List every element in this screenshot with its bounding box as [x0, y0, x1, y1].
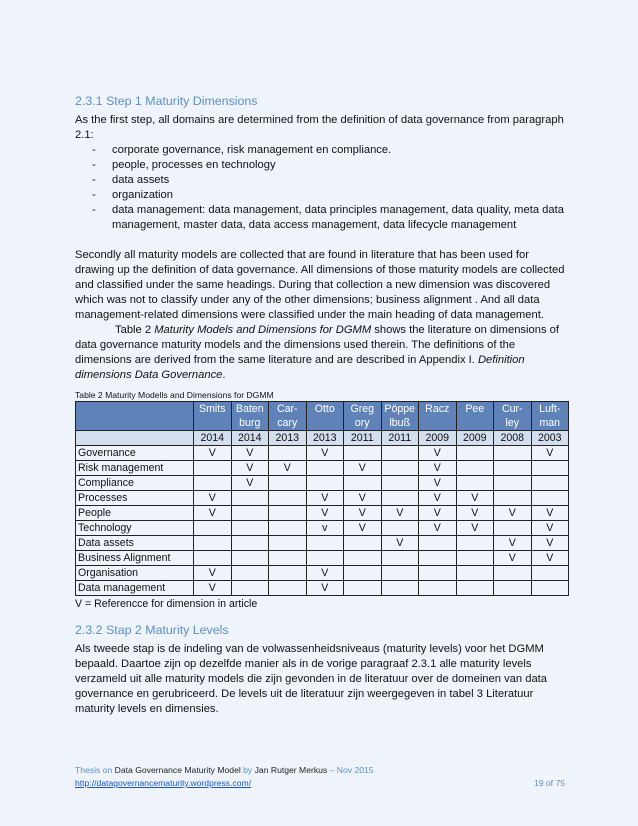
author-header: Pee — [456, 402, 494, 431]
table-cell: V — [306, 581, 344, 596]
table-cell: V — [344, 506, 382, 521]
table-cell — [231, 551, 269, 566]
table-cell: V — [194, 491, 232, 506]
table-cell — [269, 551, 307, 566]
table-cell — [456, 551, 494, 566]
table-cell — [456, 461, 494, 476]
dimensions-table — [75, 401, 569, 596]
row-label: Governance — [76, 446, 194, 461]
table-cell — [456, 446, 494, 461]
author-header: Car- cary — [269, 402, 307, 431]
table-cell — [194, 461, 232, 476]
table-cell: V — [306, 506, 344, 521]
table-cell — [344, 581, 382, 596]
table-cell — [231, 521, 269, 536]
row-label: Processes — [76, 491, 194, 506]
year-cell: 2008 — [494, 431, 532, 446]
year-cell: 2013 — [269, 431, 307, 446]
table-cell — [269, 491, 307, 506]
year-cell: 2009 — [456, 431, 494, 446]
footer-line — [75, 764, 565, 777]
row-label: Organisation — [76, 566, 194, 581]
table-cell — [194, 536, 232, 551]
table-cell: V — [494, 551, 532, 566]
table-cell — [494, 446, 532, 461]
table-cell — [419, 566, 457, 581]
table-cell — [419, 551, 457, 566]
table-cell — [269, 506, 307, 521]
list-item: - people, processes en technology — [75, 158, 565, 173]
header-corner — [76, 402, 194, 431]
table-row — [76, 446, 569, 461]
table-cell — [231, 581, 269, 596]
table-cell — [494, 491, 532, 506]
table-cell: V — [381, 506, 419, 521]
table-cell: V — [531, 506, 569, 521]
table-cell: V — [306, 446, 344, 461]
table-row — [76, 581, 569, 596]
footer-author: Jan Rutger Merkus — [254, 765, 328, 775]
year-corner — [76, 431, 194, 446]
table-cell — [194, 476, 232, 491]
table-cell — [381, 581, 419, 596]
page-number: 19 of 75 — [533, 778, 565, 788]
year-cell: 2013 — [306, 431, 344, 446]
table-cell: V — [419, 506, 457, 521]
footer-link[interactable]: http://datagovernancematurity.wordpress.com/ — [75, 778, 252, 788]
table-cell — [494, 581, 532, 596]
appendix-reference: Definition dimensions Data Governance — [75, 354, 525, 381]
table-cell: V — [419, 521, 457, 536]
table-cell — [494, 461, 532, 476]
table-cell: V — [231, 461, 269, 476]
table-cell: V — [456, 521, 494, 536]
table-cell — [269, 581, 307, 596]
table-cell: V — [194, 566, 232, 581]
section-heading-step1: 2.3.1 Step 1 Maturity Dimensions — [75, 94, 258, 108]
author-header: Smits — [194, 402, 232, 431]
table-cell — [381, 566, 419, 581]
row-label: Compliance — [76, 476, 194, 491]
author-header: Luft- man — [531, 402, 569, 431]
table-cell: v — [306, 521, 344, 536]
domain-list — [75, 143, 565, 233]
row-label: People — [76, 506, 194, 521]
table-cell: V — [231, 476, 269, 491]
table-cell — [269, 446, 307, 461]
table-row — [76, 536, 569, 551]
table-row — [76, 521, 569, 536]
footer-text: by — [240, 765, 255, 775]
author-header: Otto — [306, 402, 344, 431]
row-label: Business Alignment — [76, 551, 194, 566]
table-cell: V — [194, 506, 232, 521]
table-cell — [306, 461, 344, 476]
section-heading-step2: 2.3.2 Stap 2 Maturity Levels — [75, 623, 229, 637]
table-cell: V — [344, 521, 382, 536]
table-cell — [456, 536, 494, 551]
table-cell — [531, 476, 569, 491]
table-cell: V — [419, 476, 457, 491]
table-cell: V — [419, 491, 457, 506]
table-cell — [381, 491, 419, 506]
text-span: shows the literature on dimensions of data governance maturity models and the dimensions used therein. The definitions of the dimensions are derived from the same literature and are described in Appendix I. — [75, 324, 559, 366]
page-content — [75, 93, 565, 717]
list-item: - organization — [75, 188, 565, 203]
list-item: - corporate governance, risk management en compliance. — [75, 143, 565, 158]
table-cell — [231, 566, 269, 581]
page-footer — [75, 764, 565, 790]
author-header-row — [76, 402, 569, 431]
table-cell: V — [381, 536, 419, 551]
table-cell — [344, 536, 382, 551]
table-cell: V — [531, 446, 569, 461]
table-cell — [381, 521, 419, 536]
table-cell: V — [494, 506, 532, 521]
table-cell — [381, 476, 419, 491]
year-row — [76, 431, 569, 446]
table-cell — [194, 521, 232, 536]
table-cell — [381, 551, 419, 566]
year-cell: 2003 — [531, 431, 569, 446]
table-cell — [306, 551, 344, 566]
table-intro-paragraph — [75, 323, 565, 383]
row-label: Technology — [76, 521, 194, 536]
author-header: Racz — [419, 402, 457, 431]
table-cell — [456, 566, 494, 581]
table-reference: Maturity Models and Dimensions for DGMM — [154, 324, 372, 336]
table-cell — [344, 566, 382, 581]
footer-title: Data Governance Maturity Model — [114, 765, 241, 775]
table-cell: V — [344, 491, 382, 506]
table-cell — [419, 536, 457, 551]
table-cell: V — [231, 446, 269, 461]
list-item: - data management: data management, data principles management, data quality, meta data management, master data, data access management, data lifecycle management — [75, 203, 565, 233]
collection-paragraph: Secondly all maturity models are collected that are found in literature that has been used for drawing up the definition of data governance. All dimensions of those maturity models are collected and classified under the same headings. During that collection a new dimension was discovered which was not to classify under any of the other dimensions; business alignment . And all data management-related dimensions were classified under the main heading of data management. — [75, 249, 565, 321]
row-label: Risk management — [76, 461, 194, 476]
table-row — [76, 506, 569, 521]
table-cell — [494, 521, 532, 536]
year-cell: 2014 — [194, 431, 232, 446]
table-cell — [269, 536, 307, 551]
table-note: V = Referencce for dimension in article — [75, 598, 258, 610]
intro-paragraph: As the first step, all domains are determined from the definition of data governance from paragraph 2.1: — [75, 114, 564, 141]
table-row — [76, 476, 569, 491]
levels-paragraph: Als tweede stap is de indeling van de volwassenheidsniveaus (maturity levels) voor het DGMM bepaald. Daartoe zijn op dezelfde manier als in de vorige paragraaf 2.3.1 alle maturity levels verzameld uit alle maturity models die zijn gevonden in de literatuur over de domeinen van data governance en gerubriceerd. De levels uit de literatuur zijn weergegeven in tabel 3 Literatuur maturity levels en dimensies. — [75, 643, 548, 715]
table-cell: V — [306, 566, 344, 581]
table-row — [76, 461, 569, 476]
table-cell — [306, 476, 344, 491]
table-cell — [494, 566, 532, 581]
table-cell — [231, 536, 269, 551]
table-cell — [419, 581, 457, 596]
table-cell: V — [531, 536, 569, 551]
table-cell: V — [306, 491, 344, 506]
footer-date: – Nov 2015 — [327, 765, 374, 775]
table-cell — [344, 551, 382, 566]
table-cell — [269, 566, 307, 581]
table-cell — [531, 566, 569, 581]
table-row — [76, 491, 569, 506]
row-label: Data assets — [76, 536, 194, 551]
table-body — [76, 431, 569, 596]
year-cell: 2014 — [231, 431, 269, 446]
table-cell — [231, 491, 269, 506]
table-caption: Table 2 Maturity Modells and Dimensions for DGMM — [75, 390, 274, 400]
table-cell — [456, 476, 494, 491]
year-cell: 2011 — [381, 431, 419, 446]
table-cell: V — [494, 536, 532, 551]
table-cell — [194, 551, 232, 566]
table-cell — [494, 476, 532, 491]
table-row — [76, 551, 569, 566]
list-item: - data assets — [75, 173, 565, 188]
table-cell: V — [531, 551, 569, 566]
year-cell: 2011 — [344, 431, 382, 446]
table-cell — [531, 461, 569, 476]
table-cell — [231, 506, 269, 521]
row-label: Data management — [76, 581, 194, 596]
table-cell — [306, 536, 344, 551]
table-cell — [381, 446, 419, 461]
table-cell: V — [456, 506, 494, 521]
year-cell: 2009 — [419, 431, 457, 446]
table-cell: V — [344, 461, 382, 476]
table-cell: V — [419, 446, 457, 461]
table-cell — [381, 461, 419, 476]
table-cell — [269, 476, 307, 491]
table-cell: V — [456, 491, 494, 506]
text-span: . — [222, 369, 226, 381]
table-cell — [344, 476, 382, 491]
text-span: Table 2 — [115, 324, 155, 336]
table-cell — [269, 521, 307, 536]
author-header: Cur- ley — [494, 402, 532, 431]
table-cell — [531, 491, 569, 506]
table-row — [76, 566, 569, 581]
table-cell: V — [194, 581, 232, 596]
table-cell: V — [531, 521, 569, 536]
footer-text: Thesis on — [75, 765, 115, 775]
table-cell — [344, 446, 382, 461]
table-cell: V — [194, 446, 232, 461]
author-header: Greg ory — [344, 402, 382, 431]
table-cell: V — [419, 461, 457, 476]
table-cell: V — [269, 461, 307, 476]
author-header: Baten burg — [231, 402, 269, 431]
author-header: Pöppe lbuß — [381, 402, 419, 431]
table-cell — [456, 581, 494, 596]
table-cell — [531, 581, 569, 596]
